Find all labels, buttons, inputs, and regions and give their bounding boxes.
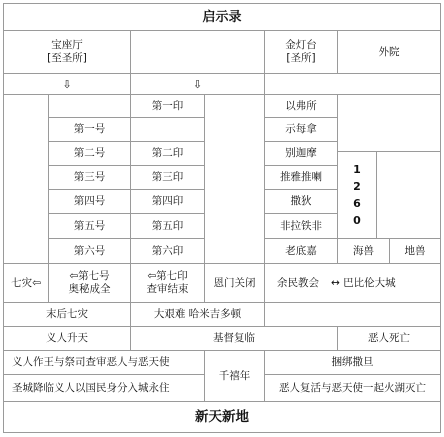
trumpet-2: 第二号 — [48, 141, 131, 166]
door-of-grace-closed: 恩门关闭 — [204, 263, 265, 303]
seal-5: 第五印 — [130, 213, 205, 239]
church-1: 以弗所 — [264, 94, 338, 118]
millennium-label: 千禧年 — [204, 350, 265, 402]
seventh-seal: ⇦第七印 — [147, 270, 188, 282]
period-digit: 1 — [353, 163, 361, 176]
seven-plagues-label: 七灾⇦ — [3, 263, 49, 303]
remnant-church: 余民教会 — [277, 276, 319, 289]
trumpet-4: 第四号 — [48, 189, 131, 214]
blank-cell-top — [130, 30, 265, 74]
church-7: 老底嘉 — [264, 238, 338, 264]
remnant-babylon-cell — [264, 263, 441, 303]
arrow-down-icon: ⇩ — [130, 73, 265, 95]
satan-bound: 捆绑撒旦 — [264, 350, 441, 375]
left-margin-column — [3, 94, 49, 264]
throne-room-cell — [3, 30, 131, 74]
seventh-seal-cell — [130, 263, 205, 303]
last-seven-plagues: 末后七灾 — [3, 302, 131, 327]
lampstand-label: 金灯台 — [285, 39, 317, 51]
outer-court-label: 外院 — [378, 45, 400, 58]
trumpet-3: 第三号 — [48, 165, 131, 190]
diagram-title: 启示录 — [3, 3, 441, 31]
wicked-die: 恶人死亡 — [337, 326, 441, 351]
great-tribulation: 大艰难 哈米吉多顿 — [130, 302, 265, 327]
seal-3: 第三印 — [130, 165, 205, 190]
lampstand-cell — [264, 30, 338, 74]
church-6: 非拉铁非 — [264, 213, 338, 239]
new-heaven-new-earth: 新天新地 — [3, 401, 441, 433]
seal-blank-row2 — [130, 117, 205, 142]
wicked-resurrected: 恶人复活与恶天使一起火湖灭亡 — [264, 374, 441, 402]
period-digit: 0 — [353, 214, 361, 227]
trumpet-5: 第五号 — [48, 213, 131, 239]
trumpet-1: 第一号 — [48, 117, 131, 142]
period-1260 — [337, 151, 377, 239]
church-3: 别迦摩 — [264, 141, 338, 166]
trumpet-blank-row1 — [48, 94, 131, 118]
middle-gap-column — [204, 94, 265, 264]
seal-1: 第一印 — [130, 94, 205, 118]
outer-court-cell — [337, 30, 441, 74]
blank-cell-last-plagues — [264, 302, 441, 327]
babylon-city: ↔ 巴比伦大城 — [331, 276, 396, 289]
church-4: 推雅推喇 — [264, 165, 338, 190]
righteous-ascend: 义人升天 — [3, 326, 131, 351]
righteous-judge: 义人作王与祭司查审恶人与恶天使 — [3, 350, 205, 375]
seal-6: 第六印 — [130, 238, 205, 264]
sea-beast: 海兽 — [337, 238, 390, 264]
land-beast: 地兽 — [389, 238, 441, 264]
period-digit: 2 — [353, 180, 361, 193]
seventh-trumpet-cell — [48, 263, 131, 303]
second-coming: 基督复临 — [130, 326, 338, 351]
lampstand-note: [圣所] — [286, 52, 316, 64]
holy-city-descends: 圣城降临义人以国民身分入城永住 — [3, 374, 205, 402]
seventh-trumpet: ⇦第七号 — [69, 270, 110, 282]
judgment-ended: 查审结束 — [146, 283, 189, 295]
church-2: 示每拿 — [264, 117, 338, 142]
blank-cell-right — [376, 151, 441, 239]
trumpet-6: 第六号 — [48, 238, 131, 264]
period-digit: 6 — [353, 197, 361, 210]
arrow-down-icon: ⇩ — [3, 73, 131, 95]
blank-cell-upper-right — [337, 94, 441, 152]
mystery-fulfilled: 奥秘成全 — [68, 283, 111, 295]
blank-cell-arrow-row — [264, 73, 441, 95]
seal-2: 第二印 — [130, 141, 205, 166]
seal-4: 第四印 — [130, 189, 205, 214]
throne-room-label: 宝座厅 — [51, 39, 83, 51]
church-5: 撒狄 — [264, 189, 338, 214]
throne-room-note: [至圣所] — [47, 52, 87, 64]
